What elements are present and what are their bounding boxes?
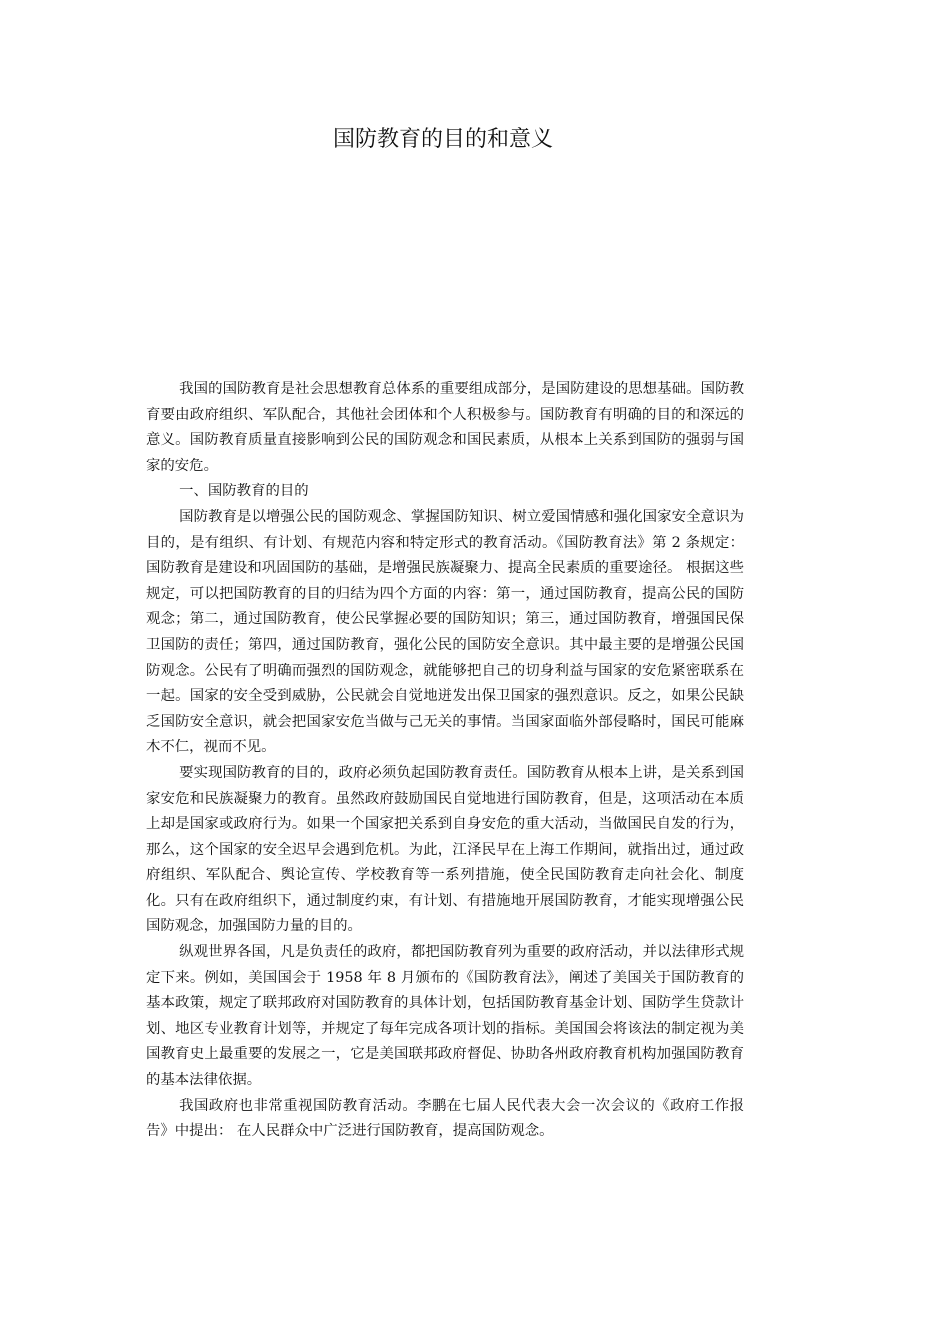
document-title: 国防教育的目的和意义 bbox=[332, 127, 553, 152]
paragraph-intro: 我国的国防教育是社会思想教育总体系的重要组成部分，是国防建设的思想基础。国防教育要由政府组织、军队配合，其他社会团体和个人积极参与。国防教育有明确的目的和深远的意义。国防教育质量直接影响到公民的国防观念和国民素质，从根本上关系到国防的强弱与国家的安危。 bbox=[146, 381, 744, 474]
paragraph-government-responsibility: 要实现国防教育的目的，政府必须负起国防教育责任。国防教育从根本上讲，是关系到国家安危和民族凝聚力的教育。虽然政府鼓励国民自觉地进行国防教育，但是，这项活动在本质上却是国家或政府行为。如果一个国家把关系到自身安危的重大活动，当做国民自发的行为，那么，这个国家的安全迟早会遇到危机。为此，江泽民早在上海工作期间，就指出过，通过政府组织、军队配合、舆论宣传、学校教育等一系列措施，使全民国防教育走向社会化、制度化。只有在政府组织下，通过制度约束，有计划、有措施地开展国防教育，才能实现增强公民国防观念，加强国防力量的目的。 bbox=[146, 764, 744, 935]
document-body bbox=[146, 377, 744, 1145]
section-heading-purpose: 一、国防教育的目的 bbox=[179, 483, 309, 500]
paragraph-purpose: 国防教育是以增强公民的国防观念、掌握国防知识、树立爱国情感和强化国家安全意识为目的，是有组织、有计划、有规范内容和特定形式的教育活动。《国防教育法》第 2 条规定： 国防教育是建设和巩固国防的基础，是增强民族凝聚力、提高全民素质的重要途径。 根据这些规定，可以把国防教育的目的归结为四个方面的内容：第一，通过国防教育，提高公民的国防观念；第二，通过国防教育，使公民掌握必要的国防知识；第三，通过国防教育，增强国民保卫国防的责任；第四，通过国防教育，强化公民的国防安全意识。其中最主要的是增强公民国防观念。公民有了明确而强烈的国防观念，就能够把自己的切身利益与国家的安危紧密联系在一起。国家的安全受到威胁，公民就会自觉地迸发出保卫国家的强烈意识。反之，如果公民缺乏国防安全意识，就会把国家安危当做与己无关的事情。当国家面临外部侵略时，国民可能麻木不仁，视而不见。 bbox=[146, 508, 744, 756]
paragraph-china-government: 我国政府也非常重视国防教育活动。李鹏在七届人民代表大会一次会议的《政府工作报告》中提出： 在人民群众中广泛进行国防教育，提高国防观念。 bbox=[146, 1097, 744, 1140]
paragraph-world-examples: 纵观世界各国，凡是负责任的政府，都把国防教育列为重要的政府活动，并以法律形式规定下来。例如，美国国会于 1958 年 8 月颁布的《国防教育法》，阐述了美国关于国防教育的基本政策，规定了联邦政府对国防教育的具体计划，包括国防教育基金计划、国防学生贷款计划、地区专业教育计划等，并规定了每年完成各项计划的指标。美国国会将该法的制定视为美国教育史上最重要的发展之一，它是美国联邦政府督促、协助各州政府教育机构加强国防教育的基本法律依据。 bbox=[146, 944, 744, 1089]
